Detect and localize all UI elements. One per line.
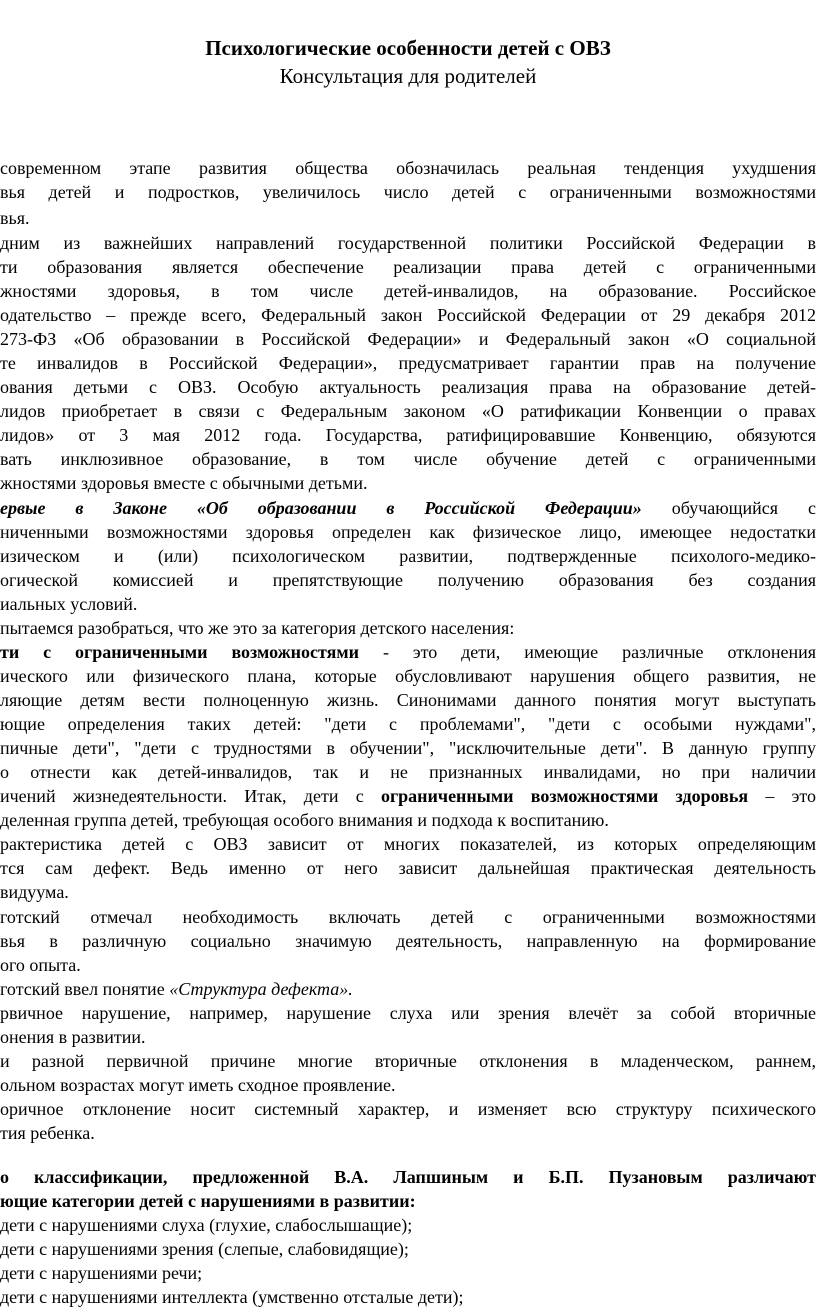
document-title: Психологические особенности детей с ОВЗ <box>205 36 611 60</box>
text-line <box>0 832 816 856</box>
text-segment: ого опыта. <box>0 955 81 975</box>
text-segment: рвичное нарушение, например, нарушение слуха или зрения влечёт за собой вторичные <box>0 1003 816 1023</box>
text-line <box>0 447 816 471</box>
text-segment: пытаемся разобраться, что же это за категория детского населения: <box>0 618 515 638</box>
text-line <box>0 1165 816 1189</box>
text-segment: пичные дети", "дети с трудностями в обучении", "исключительные дети". В данную группу <box>0 738 816 758</box>
text-line <box>0 351 816 375</box>
text-line <box>0 1073 816 1097</box>
text-segment: готский ввел понятие <box>0 979 170 999</box>
text-segment: огической комиссией и препятствующие получению образования без создания <box>0 570 816 590</box>
text-segment: дети с нарушениями зрения (слепые, слабовидящие); <box>0 1239 409 1259</box>
text-line <box>0 544 816 568</box>
text-line <box>0 279 816 303</box>
text-segment: деленная группа детей, требующая особого внимания и подхода к воспитанию. <box>0 810 609 830</box>
text-line <box>0 880 816 904</box>
text-segment: ниченными возможностями здоровья определен как физическое лицо, имеющее недостатки <box>0 522 816 542</box>
text-segment: – это <box>748 786 816 806</box>
text-segment: лидов» от 3 мая 2012 года. Государства, ратифицировавшие Конвенцию, обязуются <box>0 425 816 445</box>
text-segment: изическом и (или) психологическом развитии, подтвержденные психолого-медико- <box>0 546 816 566</box>
text-segment: вья в различную социально значимую деятельность, направленную на формирование <box>0 931 816 951</box>
text-segment: современном этапе развития общества обозначилась реальная тенденция ухудшения <box>0 158 816 178</box>
text-segment: оричное отклонение носит системный характер, и изменяет всю структуру психического <box>0 1099 816 1119</box>
text-line <box>0 568 816 592</box>
text-line <box>0 1049 816 1073</box>
text-segment: иальных условий. <box>0 594 138 614</box>
text-segment: дним из важнейших направлений государственной политики Российской Федерации в <box>0 233 816 253</box>
text-line <box>0 1213 816 1237</box>
text-line <box>0 808 816 832</box>
text-line <box>0 736 816 760</box>
text-line <box>0 784 816 808</box>
text-line <box>0 255 816 279</box>
text-segment: онения в развитии. <box>0 1027 146 1047</box>
text-line <box>0 496 816 520</box>
text-line <box>0 399 816 423</box>
text-segment: дети с нарушениями интеллекта (умственно отсталые дети); <box>0 1287 464 1307</box>
text-segment: о отнести как детей-инвалидов, так и не признанных инвалидами, но при наличии <box>0 762 816 782</box>
text-line <box>0 905 816 929</box>
text-line <box>0 1261 816 1285</box>
text-segment: одательство – прежде всего, Федеральный закон Российской Федерации от 29 декабря 2012 <box>0 305 816 325</box>
text-line <box>0 616 816 640</box>
text-line <box>0 156 816 180</box>
text-segment: ляющие детям вести полноценную жизнь. Синонимами данного понятия могут выступать <box>0 690 816 710</box>
text-line <box>0 231 816 255</box>
text-segment: готский отмечал необходимость включать детей с ограниченными возможностями <box>0 907 816 927</box>
text-segment: те инвалидов в Российской Федерации», предусматривает гарантии прав на получение <box>0 353 816 373</box>
text-line <box>0 375 816 399</box>
text-segment: ичений жизнедеятельности. Итак, дети с <box>0 786 381 806</box>
text-segment: ервые в Законе «Об образовании в Российской Федерации» <box>0 498 642 518</box>
document-subtitle: Консультация для родителей <box>279 64 537 88</box>
text-line <box>0 1025 816 1049</box>
text-line <box>0 712 816 736</box>
text-line <box>0 688 816 712</box>
text-line <box>0 640 816 664</box>
text-segment: тся сам дефект. Ведь именно от него зависит дальнейшая практическая деятельность <box>0 858 816 878</box>
text-line <box>0 423 816 447</box>
text-segment: ющие определения таких детей: "дети с проблемами", "дети с особыми нуждами", <box>0 714 816 734</box>
text-line <box>0 303 816 327</box>
text-line <box>0 1001 816 1025</box>
text-line <box>0 1189 816 1213</box>
text-line <box>0 664 816 688</box>
text-segment: ограниченными возможностями здоровья <box>380 786 749 806</box>
text-line <box>0 856 816 880</box>
text-line <box>0 471 816 495</box>
text-line <box>0 1285 816 1309</box>
text-segment: вья. <box>0 208 30 228</box>
text-line <box>0 760 816 784</box>
text-line <box>0 180 816 204</box>
text-segment: жностями здоровья вместе с обычными детьми. <box>0 473 368 493</box>
text-segment: - это дети, имеющие различные отклонения <box>359 642 816 662</box>
text-line <box>0 327 816 351</box>
text-segment: ольном возрастах могут иметь сходное проявление. <box>0 1075 396 1095</box>
text-line <box>0 977 816 1001</box>
text-line <box>0 592 816 616</box>
text-line <box>0 953 816 977</box>
text-segment: «Структура дефекта». <box>169 979 353 999</box>
text-segment: вать инклюзивное образование, в том числе обучение детей с ограниченными <box>0 449 816 469</box>
text-line <box>0 520 816 544</box>
text-line <box>0 1097 816 1121</box>
text-segment: ического или физического плана, которые обусловливают нарушения общего развития, не <box>0 666 816 686</box>
text-segment: ования детьми с ОВЗ. Особую актуальность реализация права на образование детей- <box>0 377 816 397</box>
text-segment: ти образования является обеспечение реализации права детей с ограниченными <box>0 257 816 277</box>
text-line <box>0 929 816 953</box>
text-segment: рактеристика детей с ОВЗ зависит от многих показателей, из которых определяющим <box>0 834 816 854</box>
text-segment: 273-ФЗ «Об образовании в Российской Федерации» и Федеральный закон «О социальной <box>0 329 816 349</box>
text-segment: вья детей и подростков, увеличилось число детей с ограниченными возможностями <box>0 182 816 202</box>
text-segment: ющие категории детей с нарушениями в развитии: <box>0 1191 416 1211</box>
text-line <box>0 1121 816 1145</box>
text-segment: лидов приобретает в связи с Федеральным законом «О ратификации Конвенции о правах <box>0 401 816 421</box>
text-segment: ти с ограниченными возможностями <box>0 642 360 662</box>
text-line <box>0 206 816 230</box>
text-segment: тия ребенка. <box>0 1123 95 1143</box>
text-segment: жностями здоровья, в том числе детей-инвалидов, на образование. Российское <box>0 281 816 301</box>
text-segment: о классификации, предложенной В.А. Лапшиным и Б.П. Пузановым различают <box>0 1167 816 1187</box>
text-segment: обучающийся с <box>641 498 816 518</box>
text-line <box>0 1237 816 1261</box>
text-segment: видуума. <box>0 882 69 902</box>
text-segment: дети с нарушениями речи; <box>0 1263 203 1283</box>
text-segment: и разной первичной причине многие вторичные отклонения в младенческом, раннем, <box>0 1051 816 1071</box>
text-segment: дети с нарушениями слуха (глухие, слабослышащие); <box>0 1215 413 1235</box>
